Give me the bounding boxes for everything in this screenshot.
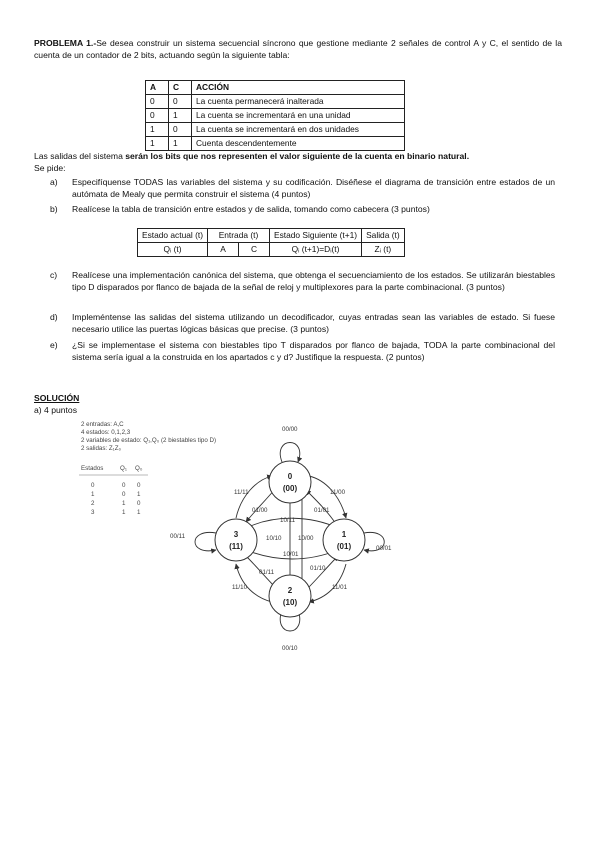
table-row [146, 95, 405, 109]
state-table-header: Q₀ [135, 465, 143, 472]
outputs-bold-text: serán los bits que nos representen el valor siguiente de la cuenta en binario natural. [125, 151, 470, 161]
transition-label: 10/10 [266, 535, 282, 542]
outputs-text: Las salidas del sistema [34, 151, 126, 161]
table-cell: La cuenta se incrementará en dos unidades [192, 123, 405, 137]
state-0-node [269, 461, 311, 503]
state-table-cell: 1 [137, 491, 141, 498]
problem-intro [34, 37, 562, 61]
state-label: 2 [287, 586, 293, 595]
table-header: Estado Siguiente (t+1) [269, 229, 361, 243]
state-table-cell: 3 [91, 509, 95, 516]
table-cell: Zᵢ (t) [362, 243, 405, 257]
note-inputs: 2 entradas: A,C [81, 421, 124, 428]
solution-title: SOLUCIÓN [34, 393, 80, 403]
state-diagram-figure [76, 416, 526, 656]
transition-label: 00/00 [282, 426, 298, 433]
solution-part-a: a) 4 puntos [34, 405, 77, 415]
state-code: (10) [282, 598, 298, 607]
note-outputs: 2 salidas: Z₁Z₀ [81, 445, 122, 452]
item-label: a) [50, 177, 58, 187]
table-row [146, 109, 405, 123]
table-cell: La cuenta permanecerá inalterada [192, 95, 405, 109]
table-cell: C [238, 243, 269, 257]
transition-label: 00/01 [376, 545, 392, 552]
transition-arrow [246, 488, 276, 522]
transition-label: 00/10 [282, 645, 298, 652]
table-row [146, 137, 405, 151]
transition-label: 01/11 [259, 569, 275, 576]
transition-label: 10/11 [280, 517, 296, 524]
item-label: e) [50, 340, 58, 350]
item-label: b) [50, 204, 58, 214]
table-cell: Qᵢ (t) [138, 243, 208, 257]
table-cell: 1 [169, 109, 192, 123]
se-pide: Se pide: [34, 163, 66, 173]
transition-label: 10/01 [283, 551, 299, 558]
state-label: 1 [341, 530, 347, 539]
table-cell: 0 [169, 123, 192, 137]
table-cell: Qᵢ (t+1)=Dᵢ(t) [269, 243, 361, 257]
transition-label: 10/00 [298, 535, 314, 542]
item-text: Especifíquense TODAS las variables del sistema y su codificación. Diséñese el diagrama de transición entre estados de un autómata de Mealy que permita construir el sistema (4 puntos) [72, 177, 555, 200]
table-cell: Cuenta descendentemente [192, 137, 405, 151]
transition-label: 11/11 [234, 489, 249, 496]
table-header-row [138, 229, 405, 243]
transition-label: 11/01 [332, 584, 348, 591]
table-cell: La cuenta se incrementará en una unidad [192, 109, 405, 123]
problem-intro-text: Se desea construir un sistema secuencial síncrono que gestione mediante 2 señales de control A y C, el sentido de la cuenta de un contador de 2 bits, actuando según la siguiente tabla: [34, 38, 562, 61]
transition-label: 11/10 [232, 584, 248, 591]
item-text: Realícese la tabla de transición entre estados y de salida, tomando como cabecera (3 puntos) [72, 204, 430, 214]
table-cell: 1 [146, 137, 169, 151]
state-table-cell: 0 [122, 482, 126, 489]
state-table-cell: 1 [122, 500, 126, 507]
state-table-cell: 1 [122, 509, 126, 516]
state-table-header: Estados [81, 465, 104, 472]
state-table-cell: 0 [137, 500, 141, 507]
state-table-cell: 0 [122, 491, 126, 498]
transition-label: 01/00 [252, 507, 268, 514]
note-states: 4 estados: 0,1,2,3 [81, 429, 131, 436]
table-cell: 1 [169, 137, 192, 151]
outputs-statement [34, 150, 574, 162]
table-row [138, 243, 405, 257]
transition-label: 01/01 [314, 507, 330, 514]
table-cell: 1 [146, 123, 169, 137]
table-cell: A [207, 243, 238, 257]
item-text: Impleméntense las salidas del sistema utilizando un decodificador, cuyas entradas sean las variables de estado. Si fuese necesario utilice las puertas lógicas básicas que precise. (3 puntos) [72, 312, 555, 335]
state-label: 0 [287, 472, 293, 481]
state-2-node [269, 575, 311, 617]
table-header: Estado actual (t) [138, 229, 208, 243]
state-table-cell: 2 [91, 500, 95, 507]
table-row [146, 123, 405, 137]
transition-label: 11/00 [330, 489, 346, 496]
item-text: ¿Si se implementase el sistema con biestables tipo T disparados por flanco de bajada, TODA la parte combinacional del sistema sería igual a la construida en los apartados c y d? Justifique la respuesta. (2 puntos) [72, 340, 555, 363]
state-table-cell: 0 [137, 482, 141, 489]
item-label: c) [50, 270, 58, 280]
state-table-cell: 1 [137, 509, 141, 516]
table-cell: 0 [169, 95, 192, 109]
state-table-header: Q₁ [120, 465, 127, 472]
table-header: A [146, 81, 169, 95]
table-header: Salida (t) [362, 229, 405, 243]
state-code: (01) [336, 542, 352, 551]
item-text: Realícese una implementación canónica del sistema, que obtenga el secuenciamiento de los estados. Se utilizarán biestables tipo D disparados por flanco de bajada de la señal de reloj y multiplexores para la parte combinacional. (3 puntos) [72, 270, 555, 293]
state-table-cell: 0 [91, 482, 95, 489]
state-table-cell: 1 [91, 491, 95, 498]
problem-title: PROBLEMA 1.- [34, 38, 97, 48]
transition-header-table [137, 228, 405, 257]
table-header: C [169, 81, 192, 95]
transition-arrow [280, 443, 300, 463]
control-table [145, 80, 405, 151]
transition-label: 01/10 [310, 565, 326, 572]
table-header: ACCIÓN [192, 81, 405, 95]
transition-arrow [195, 532, 216, 550]
table-header: Entrada (t) [207, 229, 269, 243]
state-3-node [215, 519, 257, 561]
table-cell: 0 [146, 95, 169, 109]
state-1-node [323, 519, 365, 561]
state-label: 3 [233, 530, 239, 539]
state-code: (00) [282, 484, 298, 493]
state-code: (11) [229, 542, 243, 551]
item-label: d) [50, 312, 58, 322]
table-cell: 0 [146, 109, 169, 123]
transition-label: 00/11 [170, 533, 186, 540]
note-state-vars: 2 variables de estado: Q₁,Q₀ (2 biestables tipo D) [81, 437, 217, 444]
table-header-row [146, 81, 405, 95]
